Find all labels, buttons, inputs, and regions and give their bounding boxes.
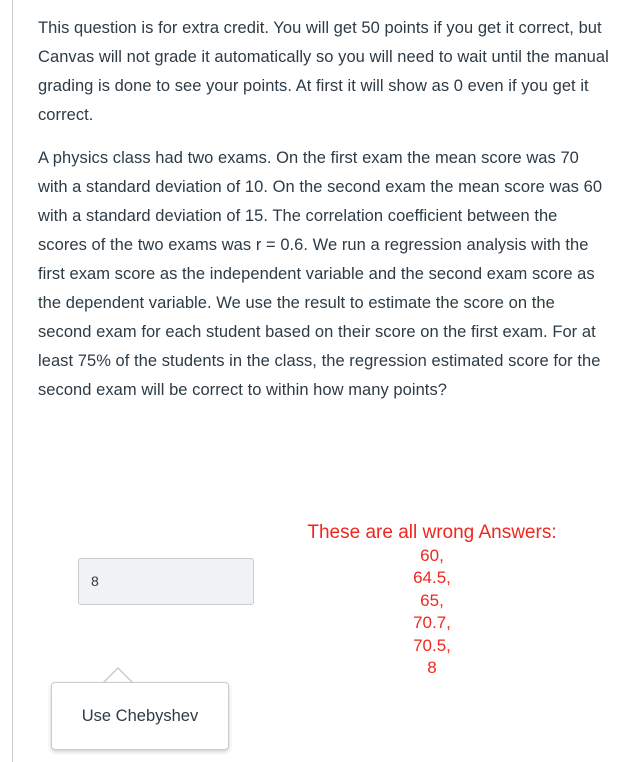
wrong-answers-title: These are all wrong Answers: [307, 522, 557, 543]
wrong-answer-item: 60, [420, 546, 444, 565]
question-text [38, 14, 610, 405]
answer-input[interactable]: 8 [78, 558, 254, 605]
wrong-answer-item: 65, [420, 590, 444, 610]
wrong-answer-item: 64.5, [413, 568, 451, 588]
wrong-answer-item: 70.5, [413, 635, 451, 655]
page-left-border [12, 0, 13, 762]
wrong-answers-note [262, 521, 602, 679]
question-body: A physics class had two exams. On the first exam the mean score was 70 with a standard deviation of 10. On the second exam the mean score was 60 with a standard deviation of 15. The correlation coefficient between the scores of the two exams was r = 0.6. We run a regression analysis with the first exam score as the independent variable and the second exam score as the dependent variable. We use the result to estimate the score on the second exam for each student based on their score on the first exam. For at least 75% of the students in the class, the regression estimated score for the second exam will be correct to within how many points? [38, 149, 603, 399]
wrong-answer-item: 8 [427, 658, 437, 678]
hint-tooltip: Use Chebyshev [51, 682, 229, 750]
question-intro: This question is for extra credit. You will get 50 points if you get it correct, but Canvas will not grade it automatically so you will need to wait until the manual grading is done to see your points. At first it will show as 0 even if you get it correct. [38, 19, 609, 124]
wrong-answers-list [262, 545, 602, 679]
wrong-answer-item: 70.7, [413, 613, 451, 633]
